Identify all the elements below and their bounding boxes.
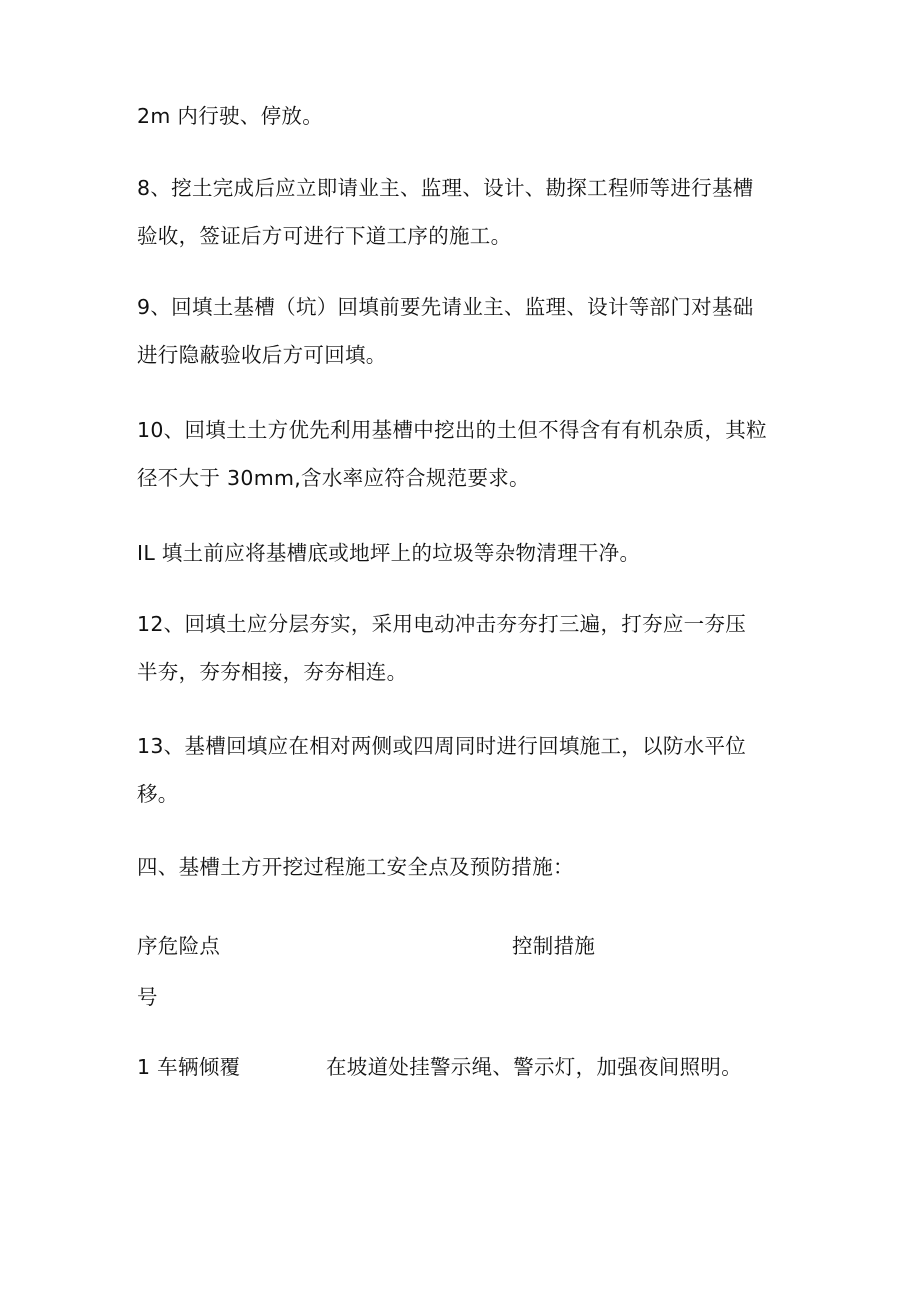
text-line-5: 进行隐蔽验收后方可回填。 bbox=[137, 343, 387, 367]
section-heading: 四、基槽土方开挖过程施工安全点及预防措施： bbox=[137, 855, 574, 879]
table-row1-col2: 在坡道处挂警示绳、警示灯，加强夜间照明。 bbox=[326, 1055, 742, 1079]
text-line-2: 8、挖土完成后应立即请业主、监理、设计、勘探工程师等进行基槽 bbox=[137, 176, 754, 200]
text-line-12: 移。 bbox=[137, 782, 179, 806]
text-line-7: 径不大于 30mm,含水率应符合规范要求。 bbox=[137, 466, 530, 490]
text-line-1: 2m 内行驶、停放。 bbox=[137, 104, 324, 128]
table-header-col1-wrap: 号 bbox=[137, 985, 158, 1009]
text-line-3: 验收，签证后方可进行下道工序的施工。 bbox=[137, 224, 512, 248]
text-line-11: 13、基槽回填应在相对两侧或四周同时进行回填施工，以防水平位 bbox=[137, 734, 747, 758]
table-header-col2: 控制措施 bbox=[512, 934, 596, 958]
text-line-8: IL 填土前应将基槽底或地坪上的垃圾等杂物清理干净。 bbox=[137, 541, 641, 565]
table-header-col1: 序危险点 bbox=[137, 934, 221, 958]
table-row1-col1: 1 车辆倾覆 bbox=[137, 1055, 241, 1079]
text-line-4: 9、回填土基槽（坑）回填前要先请业主、监理、设计等部门对基础 bbox=[137, 295, 754, 319]
text-line-9: 12、回填土应分层夯实，采用电动冲击夯夯打三遍，打夯应一夯压 bbox=[137, 612, 747, 636]
text-line-10: 半夯，夯夯相接，夯夯相连。 bbox=[137, 660, 408, 684]
text-line-6: 10、回填土土方优先利用基槽中挖出的土但不得含有有机杂质，其粒 bbox=[137, 418, 767, 442]
